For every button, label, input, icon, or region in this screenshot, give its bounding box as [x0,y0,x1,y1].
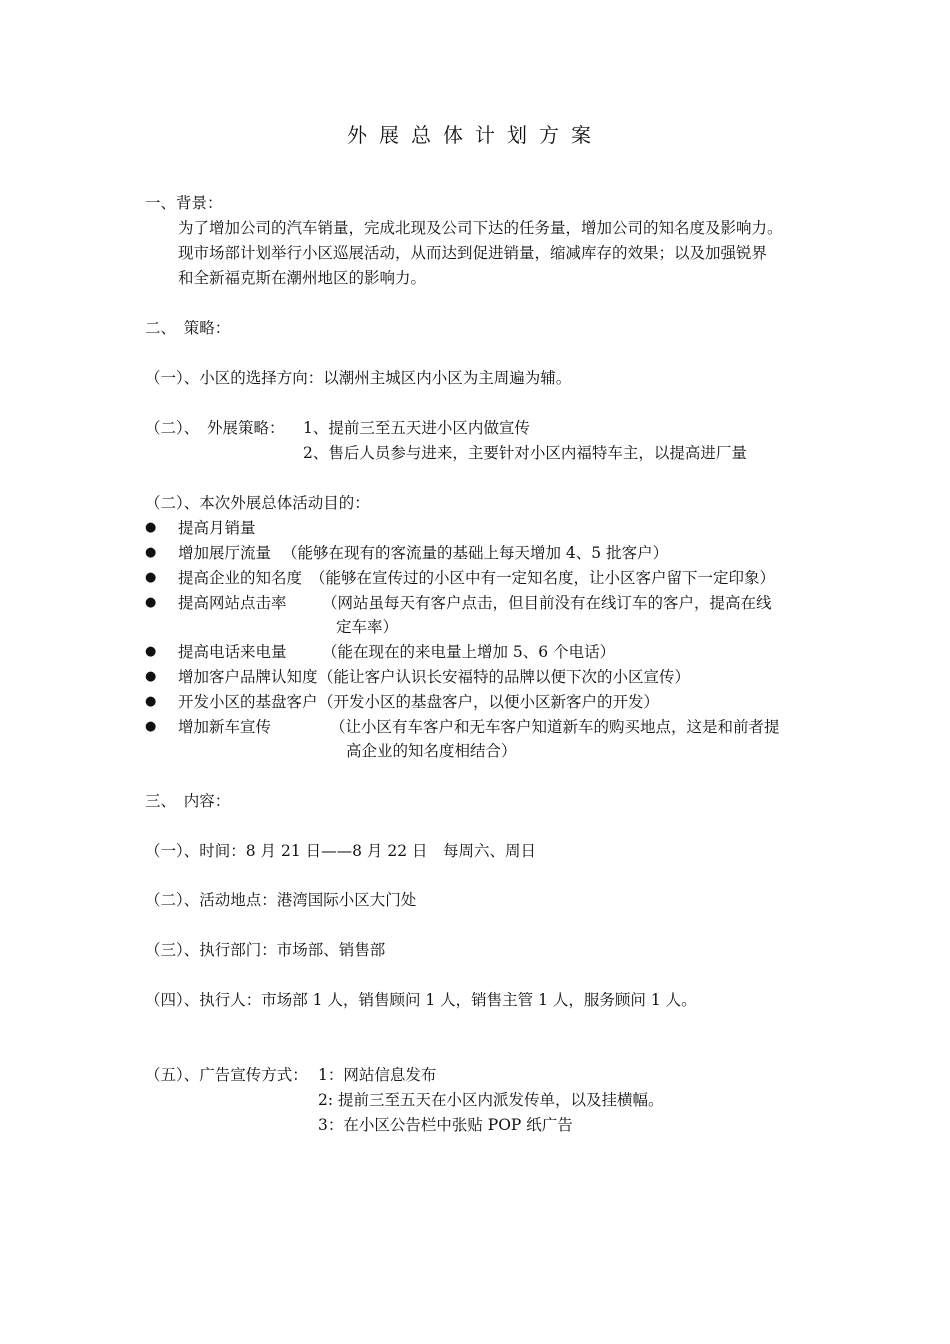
goal-label-2: 增加展厅流量 [178,544,272,562]
strategy-sub1: （一）、小区的选择方向：以潮州主城区内小区为主周遍为辅。 [145,369,572,387]
section-strategy-heading: 二、 策略： [145,319,231,337]
goal-label-7: 开发小区的基盘客户 [178,693,318,711]
background-line-2: 现市场部计划举行小区巡展活动，从而达到促进销量，缩减库存的效果；以及加强锐界 [178,244,768,262]
goal-label-3: 提高企业的知名度 [178,569,303,587]
content-ad-item-3: 3：在小区公告栏中张贴 POP 纸广告 [318,1116,573,1134]
content-ad-label: （五）、广告宣传方式： [145,1066,308,1084]
content-dept: （三）、执行部门：市场部、销售部 [145,941,386,959]
strategy-sub3: （二）、本次外展总体活动目的： [145,494,370,512]
goal-label-5: 提高电话来电量 [178,643,287,661]
goal-label-1: 提高月销量 [178,519,256,537]
content-ad-item-1: 1：网站信息发布 [318,1066,437,1084]
goal-note-8-cont: 高企业的知名度相结合） [346,742,517,760]
content-time: （一）、时间：8 月 21 日——8 月 22 日 每周六、周日 [145,842,536,860]
bullet-icon: ● [145,644,157,659]
bullet-icon: ● [145,669,157,684]
goal-note-7: （开发小区的基盘客户，以便小区新客户的开发） [318,693,660,711]
content-people: （四）、执行人：市场部 1 人，销售顾问 1 人，销售主管 1 人，服务顾问 1 人。 [145,991,697,1009]
page-title: 外展总体计划方案 [347,123,603,147]
strategy-sub2-item-2: 2、售后人员参与进来，主要针对小区内福特车主，以提高进厂量 [303,444,747,462]
strategy-sub2-label: （二）、 外展策略： [145,419,285,437]
bullet-icon: ● [145,719,157,734]
goal-label-4: 提高网站点击率 [178,594,287,612]
goal-note-4: （网站虽每天有客户点击，但目前没有在线订车的客户，提高在线 [322,594,772,612]
content-place: （二）、活动地点：港湾国际小区大门处 [145,891,417,909]
section-content-heading: 三、 内容： [145,792,231,810]
goal-label-6: 增加客户品牌认知度 [178,668,318,686]
bullet-icon: ● [145,520,157,535]
bullet-icon: ● [145,570,157,585]
goal-note-4-cont: 定车率） [336,618,399,636]
section-background-heading: 一、背景： [145,194,223,212]
background-line-1: 为了增加公司的汽车销量，完成北现及公司下达的任务量，增加公司的知名度及影响力。 [178,219,783,237]
strategy-sub2-item-1: 1、提前三至五天进小区内做宣传 [303,419,530,437]
goal-note-6: （能让客户认识长安福特的品牌以便下次的小区宣传） [318,668,691,686]
goal-label-8: 增加新车宣传 [178,718,272,736]
content-ad-item-2: 2: 提前三至五天在小区内派发传单，以及挂横幅。 [318,1091,664,1109]
goal-note-8: （让小区有车客户和无车客户知道新车的购买地点，这是和前者提 [330,718,780,736]
bullet-icon: ● [145,595,157,610]
bullet-icon: ● [145,694,157,709]
bullet-icon: ● [145,545,157,560]
goal-note-2: （能够在现有的客流量的基础上每天增加 4、5 批客户） [282,544,669,562]
goal-note-5: （能在现在的来电量上增加 5、6 个电话） [322,643,616,661]
goal-note-3: （能够在宣传过的小区中有一定知名度，让小区客户留下一定印象） [310,569,776,587]
background-line-3: 和全新福克斯在潮州地区的影响力。 [178,269,427,287]
